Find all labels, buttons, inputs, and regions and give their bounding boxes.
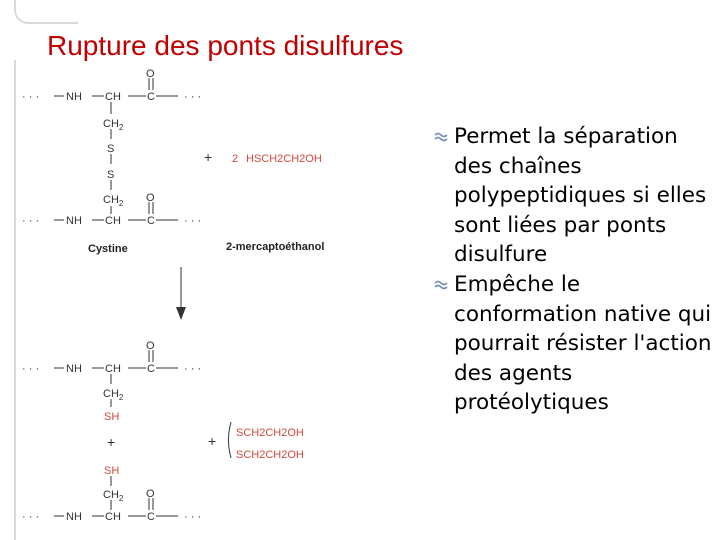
nh-group: NH xyxy=(66,363,82,375)
methylene-group: $CH_2$ xyxy=(103,118,124,132)
product-formula: SCH2CH2OH xyxy=(236,449,304,461)
chain-dots: · · · xyxy=(22,91,40,103)
sulfur-atom: S xyxy=(107,143,115,155)
bullet-list xyxy=(436,122,712,418)
chain-dots: · · · xyxy=(184,363,202,375)
chain-dots: · · · xyxy=(184,91,202,103)
plus-sign: + xyxy=(208,433,217,449)
chain-dots: · · · xyxy=(184,511,202,523)
carbonyl-carbon: C xyxy=(147,363,155,375)
reactant-label: Cystine xyxy=(88,243,128,255)
reagent-label: 2-mercaptoéthanol xyxy=(226,241,325,253)
carbonyl-oxygen: O xyxy=(146,488,155,500)
reaction-scheme xyxy=(22,62,377,532)
reaction-arrow-head xyxy=(176,307,186,320)
bullet-text: Permet la séparation des chaînes polypeptidiques si elles sont liées par ponts disulfure xyxy=(454,124,707,268)
alpha-carbon: CH xyxy=(105,215,121,227)
carbonyl-oxygen: O xyxy=(146,340,155,352)
alpha-carbon: CH xyxy=(105,363,121,375)
chain-dots: · · · xyxy=(184,215,202,227)
nh-group: NH xyxy=(66,215,82,227)
reagent-formula: HSCH2CH2OH xyxy=(246,153,322,165)
chain-dots: · · · xyxy=(22,215,40,227)
bond-lines xyxy=(54,78,231,516)
methylene-group: $CH_2$ xyxy=(103,388,124,402)
reaction-diagram xyxy=(22,62,377,532)
reagent-coefficient: 2 xyxy=(232,153,239,165)
nh-group: NH xyxy=(66,511,82,523)
chain-dots: · · · xyxy=(22,511,40,523)
bullet-text: Empêche le conformation native qui pourrait résister l'action des agents protéolytiques xyxy=(454,271,712,416)
thiol-group: SH xyxy=(104,465,120,477)
carbonyl-oxygen: O xyxy=(146,192,155,204)
wavy-dash-icon xyxy=(434,280,448,291)
frame-decoration-top xyxy=(14,0,78,24)
slide-title: Rupture des ponts disulfures xyxy=(47,30,404,61)
product-formula: SCH2CH2OH xyxy=(236,427,304,439)
methylene-group: $CH_2$ xyxy=(103,489,124,503)
plus-sign: + xyxy=(204,149,213,165)
carbonyl-carbon: C xyxy=(147,511,155,523)
wavy-dash-icon xyxy=(434,132,448,143)
carbonyl-oxygen: O xyxy=(146,68,155,80)
sulfur-atom: S xyxy=(107,169,115,181)
bullet-item xyxy=(436,270,712,418)
carbonyl-carbon: C xyxy=(147,91,155,103)
carbonyl-carbon: C xyxy=(147,215,155,227)
chain-dots: · · · xyxy=(22,363,40,375)
alpha-carbon: CH xyxy=(105,91,121,103)
bullet-item xyxy=(436,122,712,270)
thiol-group: SH xyxy=(104,411,120,423)
nh-group: NH xyxy=(66,91,82,103)
methylene-group: $CH_2$ xyxy=(103,194,124,208)
alpha-carbon: CH xyxy=(105,511,121,523)
frame-decoration-left xyxy=(14,60,16,540)
plus-sign: + xyxy=(107,434,116,450)
